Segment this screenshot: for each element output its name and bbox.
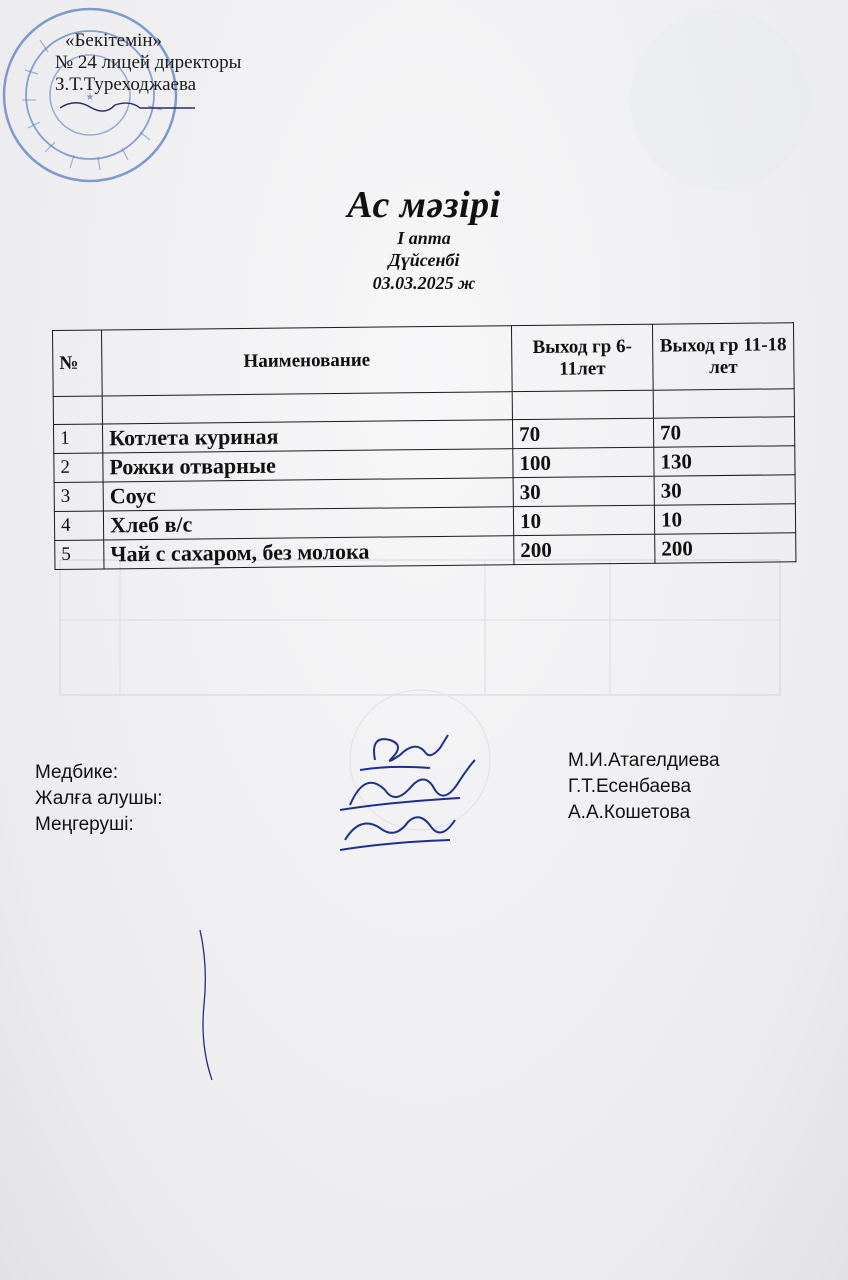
date-label: 03.03.2025 ж — [372, 273, 476, 293]
week-label: I апта — [397, 228, 451, 248]
handwritten-signatures — [330, 710, 500, 860]
approval-position: № 24 лицей директоры — [55, 52, 242, 73]
output-6-11: 70 — [512, 418, 653, 448]
approval-heading: «Бекітемін» — [65, 30, 163, 51]
label-manager: Меңгеруші: — [35, 814, 134, 835]
dish-name: Соус — [103, 478, 513, 511]
dish-name: Котлета куриная — [102, 420, 512, 453]
column-header-name: Наименование — [102, 326, 513, 396]
output-6-11: 30 — [513, 476, 654, 506]
dish-name: Чай с сахаром, без молока — [104, 536, 514, 569]
empty-cell — [53, 396, 102, 425]
menu-table — [52, 322, 796, 570]
output-11-18: 30 — [654, 475, 795, 505]
output-6-11: 200 — [514, 534, 655, 564]
row-number: 3 — [54, 482, 103, 512]
director-signature — [55, 96, 205, 114]
output-6-11: 100 — [513, 447, 654, 477]
output-11-18: 200 — [655, 533, 796, 563]
column-header-number: № — [53, 330, 103, 397]
row-number: 2 — [54, 453, 103, 483]
empty-cell — [102, 392, 512, 424]
output-11-18: 70 — [653, 417, 794, 447]
signature-names — [568, 748, 720, 826]
table-header-row — [53, 323, 795, 397]
svg-text:★: ★ — [85, 92, 95, 103]
label-nurse: Медбике: — [35, 762, 119, 783]
approval-director-name: З.Т.Туреходжаева — [55, 74, 197, 95]
output-11-18: 10 — [654, 504, 795, 534]
empty-cell — [653, 389, 794, 418]
output-6-11: 10 — [513, 505, 654, 535]
signature-labels — [35, 760, 163, 838]
pen-stroke-mark — [190, 925, 230, 1085]
day-label: Дүйсенбі — [388, 250, 460, 270]
row-number: 4 — [54, 511, 103, 541]
dish-name: Рожки отварные — [103, 449, 513, 482]
empty-cell — [512, 390, 653, 419]
column-header-output-11-18: Выход гр 11-18 лет — [652, 323, 794, 390]
row-number: 5 — [55, 540, 104, 570]
dish-name: Хлеб в/с — [103, 507, 513, 540]
column-header-output-6-11: Выход гр 6-11лет — [511, 324, 653, 391]
page-title: Ас мәзірі — [347, 184, 501, 226]
name-tenant: Г.Т.Есенбаева — [568, 776, 692, 797]
label-tenant: Жалға алушы: — [35, 788, 163, 809]
name-nurse: М.И.Атагелдиева — [568, 750, 720, 771]
name-manager: А.А.Кошетова — [568, 802, 691, 823]
row-number: 1 — [53, 424, 102, 454]
output-11-18: 130 — [654, 446, 795, 476]
approval-block — [55, 30, 241, 120]
